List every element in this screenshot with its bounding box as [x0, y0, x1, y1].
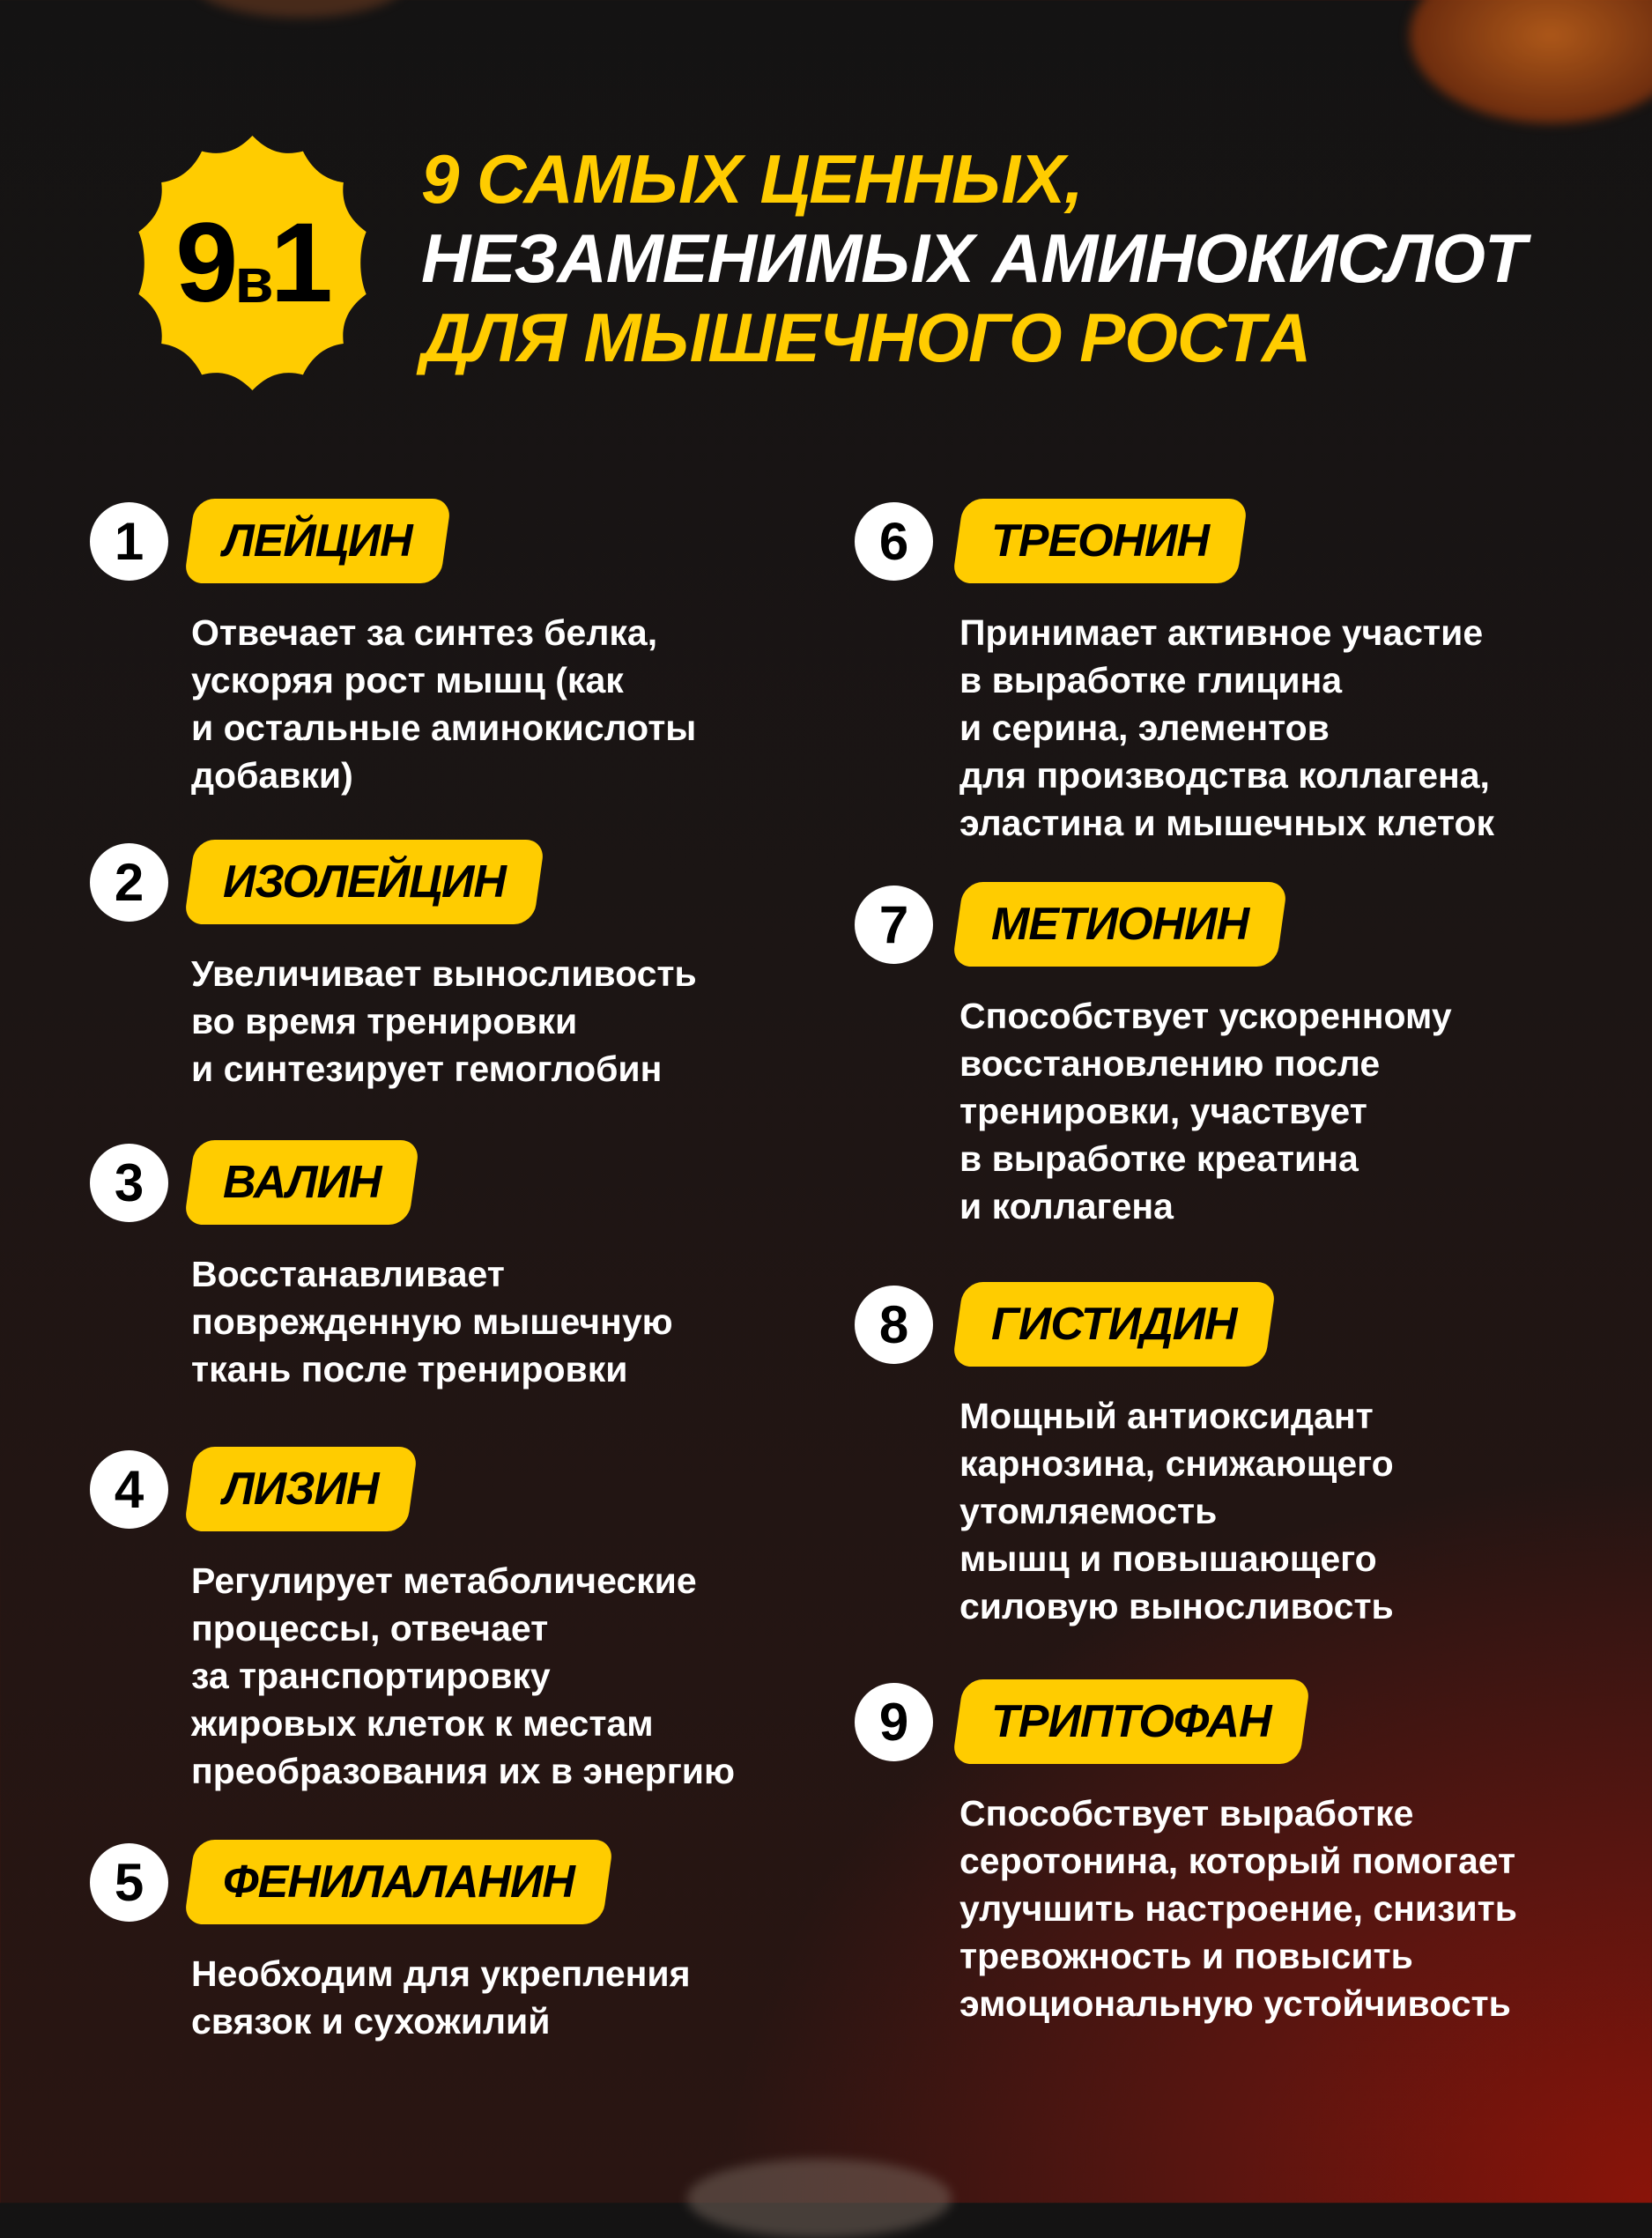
item-name-pill: [952, 1282, 1276, 1367]
description-line: для производства коллагена,: [959, 755, 1490, 796]
item-number-circle: 6: [855, 502, 933, 581]
item-number-circle: 3: [90, 1144, 168, 1222]
item-number-circle: 2: [90, 843, 168, 922]
item-name-pill: [183, 1447, 418, 1531]
description-line: ткань после тренировки: [191, 1349, 628, 1389]
decor-blur-top-left: [194, 0, 405, 18]
description-line: добавки): [191, 755, 353, 796]
description-line: Необходим для укрепления: [191, 1953, 691, 1994]
item-description: [191, 1950, 691, 2045]
item-name-pill: [183, 1840, 613, 1924]
description-line: во время тренировки: [191, 1001, 578, 1041]
item-name: ЛЕЙЦИН: [223, 515, 412, 567]
item-name: ТРИПТОФАН: [991, 1696, 1271, 1747]
item-number-circle: 8: [855, 1286, 933, 1364]
description-line: силовую выносливость: [959, 1586, 1394, 1627]
description-line: Регулирует метаболические: [191, 1560, 697, 1601]
description-line: утомляемость: [959, 1491, 1218, 1531]
item-name-pill: [183, 1140, 420, 1225]
item-name-pill: [952, 499, 1248, 583]
description-line: восстановлению после: [959, 1043, 1381, 1084]
description-line: преобразования их в энергию: [191, 1751, 736, 1791]
item-description: [959, 992, 1452, 1230]
description-line: Восстанавливает: [191, 1254, 505, 1294]
description-line: тревожность и повысить: [959, 1936, 1413, 1976]
badge-preposition: в: [234, 245, 270, 316]
item-description: [959, 609, 1494, 847]
description-line: Принимает активное участие: [959, 612, 1484, 653]
description-line: серотонина, который помогает: [959, 1841, 1516, 1881]
item-description: [191, 1557, 735, 1795]
item-name: ТРЕОНИН: [991, 515, 1210, 567]
description-line: процессы, отвечает: [191, 1608, 549, 1649]
description-line: мышц и повышающего: [959, 1538, 1377, 1579]
decor-blur-bottom: [687, 2159, 952, 2238]
title-line-2: НЕЗАМЕНИМЫХ АМИНОКИСЛОТ: [421, 219, 1526, 297]
description-line: жировых клеток к местам: [191, 1703, 654, 1744]
badge-number-1: 1: [270, 199, 330, 326]
description-line: Мощный антиоксидант: [959, 1396, 1374, 1436]
item-description: [191, 950, 697, 1093]
description-line: поврежденную мышечную: [191, 1301, 673, 1342]
description-line: связок и сухожилий: [191, 2001, 551, 2042]
item-description: [191, 1250, 673, 1393]
description-line: Увеличивает выносливость: [191, 953, 697, 994]
description-line: в выработке креатина: [959, 1138, 1359, 1179]
description-line: карнозина, снижающего: [959, 1443, 1394, 1484]
decor-blur-top-right: [1410, 0, 1652, 123]
item-name: МЕТИОНИН: [991, 899, 1249, 950]
description-line: в выработке глицина: [959, 660, 1343, 700]
description-line: улучшить настроение, снизить: [959, 1888, 1517, 1929]
item-name-pill: [183, 840, 544, 924]
description-line: и серина, элементов: [959, 708, 1330, 748]
item-description: [191, 609, 696, 799]
description-line: и остальные аминокислоты: [191, 708, 697, 748]
description-line: Способствует выработке: [959, 1793, 1414, 1834]
item-number-circle: 1: [90, 502, 168, 581]
description-line: ускоряя рост мышц (как: [191, 660, 624, 700]
item-number-circle: 9: [855, 1683, 933, 1761]
item-description: [959, 1392, 1394, 1630]
item-name: ВАЛИН: [223, 1157, 382, 1208]
item-name: ИЗОЛЕЙЦИН: [223, 856, 506, 908]
description-line: эластина и мышечных клеток: [959, 803, 1495, 843]
item-number-circle: 5: [90, 1843, 168, 1922]
title-line-3: ДЛЯ МЫШЕЧНОГО РОСТА: [421, 299, 1311, 376]
badge-number-9: 9: [175, 199, 235, 326]
item-number-circle: 7: [855, 886, 933, 964]
nine-in-one-badge: [126, 133, 379, 393]
page-title: [421, 139, 1526, 377]
description-line: эмоциональную устойчивость: [959, 1983, 1511, 2024]
item-name-pill: [183, 499, 451, 583]
item-name: ЛИЗИН: [223, 1464, 379, 1515]
description-line: и коллагена: [959, 1186, 1174, 1226]
title-line-1: 9 САМЫХ ЦЕННЫХ,: [421, 140, 1083, 218]
item-name: ФЕНИЛАЛАНИН: [223, 1856, 574, 1908]
description-line: за транспортировку: [191, 1656, 551, 1696]
description-line: тренировки, участвует: [959, 1091, 1367, 1131]
item-description: [959, 1790, 1517, 2027]
description-line: Способствует ускоренному: [959, 996, 1452, 1036]
item-name-pill: [952, 882, 1288, 967]
item-number-circle: 4: [90, 1450, 168, 1529]
item-name-pill: [952, 1679, 1310, 1764]
item-name: ГИСТИДИН: [991, 1299, 1237, 1350]
description-line: Отвечает за синтез белка,: [191, 612, 658, 653]
description-line: и синтезирует гемоглобин: [191, 1049, 663, 1089]
